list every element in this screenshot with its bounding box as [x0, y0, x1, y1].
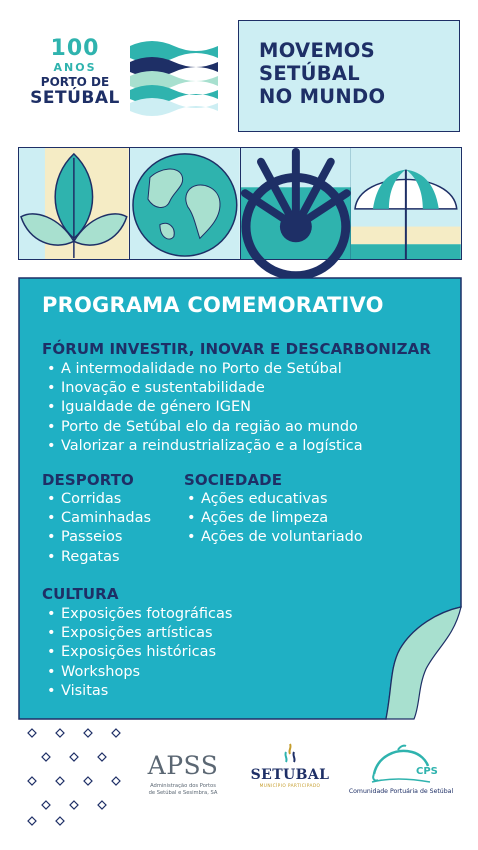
- list-item: • Caminhadas: [44, 509, 151, 528]
- cultura-title: CULTURA: [42, 585, 119, 603]
- list-item: • Igualdade de género IGEN: [44, 398, 363, 417]
- cultura-list: [44, 605, 232, 701]
- list-item: • Inovação e sustentabilidade: [44, 379, 363, 398]
- apss-subtitle-1: Administração dos Portos: [150, 783, 216, 789]
- logo-wordmark: [30, 38, 120, 107]
- illustration-tiles: [18, 147, 462, 260]
- apss-logo: [138, 752, 228, 796]
- tile-leaves: [19, 148, 130, 259]
- ship-wheel-icon: [241, 148, 351, 259]
- apss-name: APSS: [147, 751, 219, 780]
- cms-subtitle: MUNICÍPIO PARTICIPADO: [259, 784, 321, 789]
- list-item: • Corridas: [44, 490, 151, 509]
- sociedade-title: SOCIEDADE: [184, 471, 283, 489]
- list-item: • Ações de limpeza: [184, 509, 363, 528]
- leaves-icon: [19, 148, 129, 259]
- logo-anniversary: 100: [50, 36, 100, 61]
- cms-name: SETUBAL: [250, 767, 330, 783]
- list-item: • Porto de Setúbal elo da região ao mundo: [44, 418, 363, 437]
- waves-flag-icon: [122, 38, 220, 122]
- list-item: • A intermodalidade no Porto de Setúbal: [44, 360, 363, 379]
- cps-subtitle: Comunidade Portuária de Setúbal: [348, 788, 454, 795]
- beach-umbrella-icon: [351, 148, 461, 259]
- list-item: • Exposições históricas: [44, 643, 232, 662]
- globe-icon: [130, 148, 240, 259]
- tile-umbrella: [351, 148, 461, 259]
- slogan-box: [238, 20, 460, 132]
- list-item: • Workshops: [44, 663, 232, 682]
- slogan-line-2: SETÚBAL: [259, 62, 360, 85]
- setubal-municipality-logo: [250, 742, 330, 789]
- list-item: • Passeios: [44, 528, 151, 547]
- program-panel: [18, 277, 462, 720]
- list-item: • Ações de voluntariado: [184, 528, 363, 547]
- cps-logo: [346, 744, 456, 795]
- sociedade-list: [184, 490, 363, 548]
- list-item: • Ações educativas: [184, 490, 363, 509]
- diamond-pattern-icon: [26, 727, 136, 827]
- cps-mark-text: CPS: [416, 766, 438, 777]
- slogan-line-1: MOVEMOS: [259, 39, 375, 62]
- list-item: • Exposições artísticas: [44, 624, 232, 643]
- forum-title: FÓRUM INVESTIR, INOVAR E DESCARBONIZAR: [42, 340, 431, 358]
- logo-porto: PORTO DE: [40, 75, 110, 89]
- list-item: • Exposições fotográficas: [44, 605, 232, 624]
- crest-icon: [278, 742, 302, 768]
- port-100-years-logo: [30, 38, 220, 122]
- dolphin-icon: [368, 744, 438, 786]
- apss-subtitle-2: de Setúbal e Sesimbra, SA: [148, 789, 218, 796]
- forum-list: [44, 360, 363, 456]
- tile-globe: [130, 148, 241, 259]
- list-item: • Regatas: [44, 548, 151, 567]
- list-item: • Valorizar a reindustrialização e a logística: [44, 437, 363, 456]
- desporto-list: [44, 490, 151, 567]
- program-title: PROGRAMA COMEMORATIVO: [42, 293, 384, 317]
- slogan-line-3: NO MUNDO: [259, 85, 386, 108]
- logo-setubal: SETÚBAL: [30, 88, 120, 108]
- logo-anos: ANOS: [53, 61, 97, 74]
- list-item: • Visitas: [44, 682, 232, 701]
- desporto-title: DESPORTO: [42, 471, 134, 489]
- tile-ship-wheel: [241, 148, 352, 259]
